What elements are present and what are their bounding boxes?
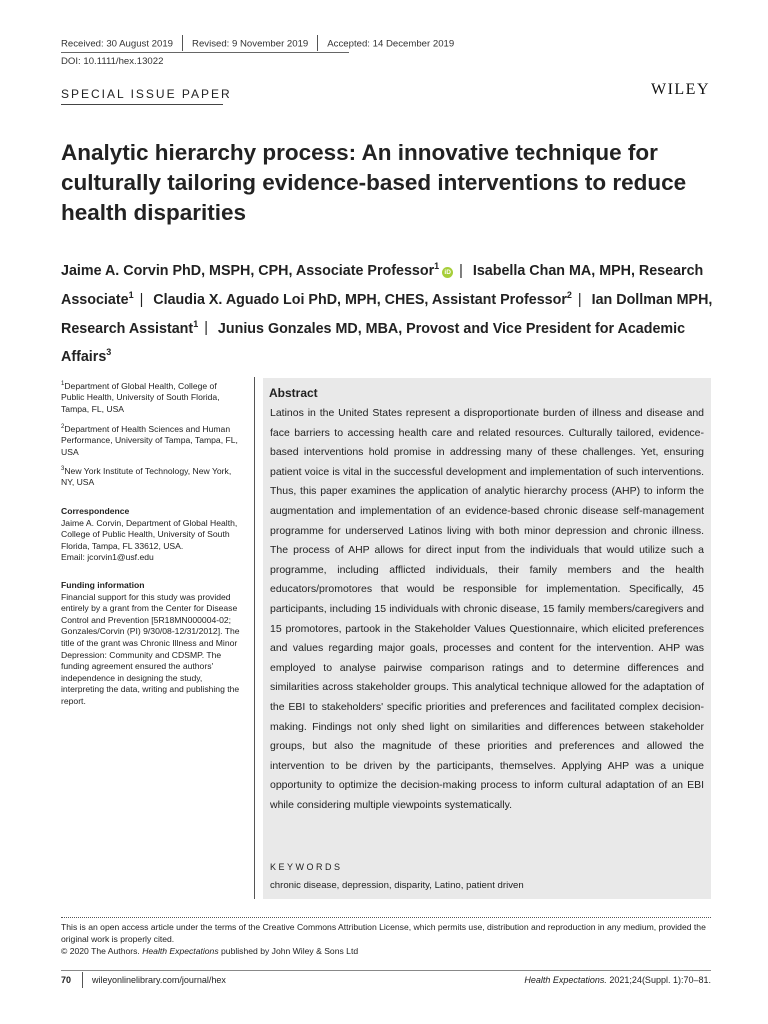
copyright-suffix: published by John Wiley & Sons Ltd bbox=[218, 946, 359, 956]
funding-text: Financial support for this study was provided entirely by a grant from the Center for Disease Control and Prevention [5R18MN000004-02; Gonzales/Corvin (PI) 9/30/08-12/31/2012]. The title of the grant was Chronic Illness and Minor Depression: Community and CDSMP. The funding agreement ensured the authors' independence in designing the study, interpreting the data, writing and publishing the report. bbox=[61, 591, 240, 706]
keywords-list: chronic disease, depression, disparity, Latino, patient driven bbox=[270, 880, 524, 891]
column-divider bbox=[254, 377, 255, 899]
journal-url[interactable]: wileyonlinelibrary.com/journal/hex bbox=[92, 975, 226, 985]
author-name[interactable]: Ian Dollman MPH, Research Assistant bbox=[61, 291, 713, 337]
affiliation-number: 2 bbox=[61, 424, 65, 430]
affiliation-text: New York Institute of Technology, New York, NY, USA bbox=[61, 465, 232, 488]
copyright-prefix: © 2020 The Authors. bbox=[61, 946, 143, 956]
correspondence-email[interactable]: Email: jcorvin1@usf.edu bbox=[61, 552, 154, 563]
publication-dates bbox=[61, 36, 454, 52]
revised-date: Revised: 9 November 2019 bbox=[192, 38, 309, 50]
received-date: Received: 30 August 2019 bbox=[61, 38, 174, 50]
license-text: This is an open access article under the terms of the Creative Commons Attribution License, which permits use, distribution and reproduction in any medium, provided the original work is properly cited. bbox=[61, 922, 706, 944]
copyright-line bbox=[61, 945, 711, 957]
citation bbox=[524, 975, 711, 985]
author-separator: | bbox=[139, 291, 144, 308]
author-name[interactable]: Junius Gonzales MD, MBA, Provost and Vice President for Academic Affairs bbox=[61, 320, 686, 366]
author-separator: | bbox=[577, 291, 582, 308]
keywords-heading: KEYWORDS bbox=[270, 862, 343, 872]
citation-details: 2021;24(Suppl. 1):70–81. bbox=[606, 975, 711, 985]
affiliation-3 bbox=[61, 464, 241, 489]
copyright-journal: Health Expectations bbox=[142, 946, 219, 956]
funding-information bbox=[61, 580, 241, 708]
correspondence bbox=[61, 506, 241, 564]
publisher-logo: WILEY bbox=[650, 81, 710, 98]
affiliation-number: 3 bbox=[61, 466, 65, 472]
author-name[interactable]: Claudia X. Aguado Loi PhD, MPH, CHES, Assistant Professor bbox=[153, 291, 567, 308]
affiliation-1 bbox=[61, 379, 241, 416]
author-affiliation: 2 bbox=[566, 289, 572, 300]
author-separator: | bbox=[204, 320, 208, 337]
header-rule bbox=[61, 52, 349, 53]
funding-heading: Funding information bbox=[61, 580, 145, 590]
affiliation-text: Department of Global Health, College of Public Health, University of South Florida, Tampa, FL, USA bbox=[61, 380, 220, 415]
article-title: Analytic hierarchy process: An innovative technique for culturally tailoring evidence-based interventions to reduce health disparities bbox=[61, 140, 687, 225]
accepted-date: Accepted: 14 December 2019 bbox=[327, 38, 455, 50]
author-name[interactable]: Isabella Chan MA, MPH, Research Associate bbox=[61, 262, 704, 308]
affiliation-2 bbox=[61, 422, 241, 459]
author-separator: | bbox=[459, 262, 463, 279]
author-affiliation: 1 bbox=[434, 261, 440, 271]
abstract-heading: Abstract bbox=[269, 386, 318, 400]
affiliation-text: Department of Health Sciences and Human Performance, University of Tampa, Tampa, FL, USA bbox=[61, 423, 238, 458]
affiliation-number: 1 bbox=[61, 381, 65, 387]
correspondence-heading: Correspondence bbox=[61, 506, 130, 516]
author-affiliation: 3 bbox=[106, 347, 112, 358]
author-list bbox=[61, 254, 721, 369]
date-separator bbox=[317, 35, 318, 51]
license-note bbox=[61, 921, 711, 957]
author-affiliation: 1 bbox=[193, 318, 199, 329]
footer-rule bbox=[61, 970, 711, 971]
doi[interactable]: DOI: 10.1111/hex.13022 bbox=[61, 56, 164, 67]
section-rule bbox=[61, 104, 223, 105]
orcid-icon[interactable]: iD bbox=[442, 267, 453, 278]
citation-journal: Health Expectations. bbox=[524, 975, 607, 985]
date-separator bbox=[182, 35, 183, 51]
abstract-text: Latinos in the United States represent a disproportionate burden of illness and disease and face barriers to accessing health care and related resources. Culturally tailored, evidence-based interventions hold promise in addressing many of these challenges. Yet, ensuring patient voice is vital in the successful development and implementation of such interventions. Thus, this paper examines the application of analytic hierarchy process (AHP) to inform the augmentation and implementation of an evidence-based chronic disease self-management programme for underserved Latinos living with both minor depression and chronic illness. The process of AHP allows for direct input from the individuals that would utilize such a programme, including afflicted individuals, their family members and the health educators/promotores that would be responsible for implementation. Specifically, 45 participants, including 15 individuals with chronic disease, 15 family members/caregivers and 15 promotores, partook in the Stakeholder Values Questionnaire, which elicited preferences and values regarding major goals, processes and content for the intervention. AHP was employed to analyse pairwise comparison ratings and to determine differences and similarities across stakeholder groups. This analytical technique allowed for the adaptation of the EBI to stakeholders' specific priorities and preferences and facilitated complex decision-making. Findings not only shed light on similarities and differences between stakeholder groups, but also the magnitude of these priorities and preferences and allowed the intervention to be driven by the participants, themselves. Applying AHP was a unique opportunity to optimize the decision-making process to inform cultural adaptation of an EBI while considering multiple viewpoints systematically. bbox=[270, 407, 704, 811]
footer-dotted-rule bbox=[61, 917, 711, 918]
author-affiliation: 1 bbox=[128, 289, 134, 300]
page-number: 70 bbox=[61, 975, 72, 985]
correspondence-text: Jaime A. Corvin, Department of Global Health, College of Public Health, University of South Florida, Tampa, FL 33612, USA. bbox=[61, 517, 238, 551]
author-name[interactable]: Jaime A. Corvin PhD, MSPH, CPH, Associate Professor bbox=[61, 262, 435, 279]
section-label: SPECIAL ISSUE PAPER bbox=[61, 87, 232, 101]
page-separator bbox=[82, 972, 83, 988]
